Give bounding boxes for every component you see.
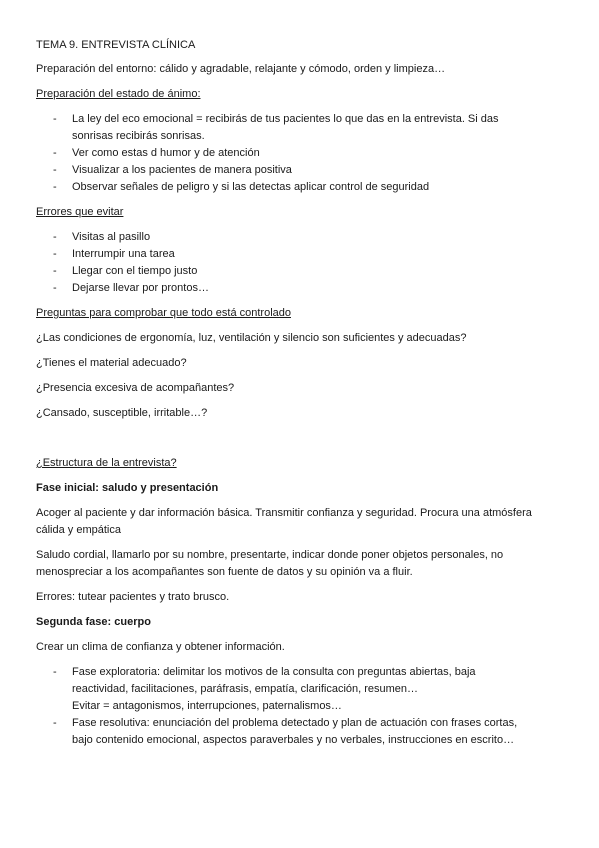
fase-inicial-p2-line-1: Saludo cordial, llamarlo por su nombre, presentarte, indicar donde poner objetos personales, no — [36, 549, 504, 561]
estructura-heading: ¿Estructura de la entrevista? — [36, 457, 177, 469]
prep-animo-heading: Preparación del estado de ánimo: — [36, 88, 201, 100]
prep-animo-item-4: Observar señales de peligro y si las detectas aplicar control de seguridad — [72, 181, 430, 193]
bullet-marker: - — [53, 164, 57, 176]
segunda-fase-item-1-line-2: reactividad, facilitaciones, paráfrasis, empatía, clarificación, resumen… — [72, 683, 419, 695]
bullet-marker: - — [53, 666, 57, 678]
errores-heading: Errores que evitar — [36, 206, 124, 218]
bullet-marker: - — [53, 248, 57, 260]
segunda-fase-item-1-line-3: Evitar = antagonismos, interrupciones, paternalismos… — [72, 700, 342, 712]
prep-animo-item-1-line-1: La ley del eco emocional = recibirás de tus pacientes lo que das en la entrevista. Si das — [72, 113, 499, 125]
segunda-fase-item-2-line-2: bajo contenido emocional, aspectos paraverbales y no verbales, instrucciones en escrito… — [72, 734, 515, 746]
segunda-fase-item-1-line-1: Fase exploratoria: delimitar los motivos de la consulta con preguntas abiertas, baja — [72, 666, 476, 678]
bullet-marker: - — [53, 147, 57, 159]
bullet-marker: - — [53, 282, 57, 294]
errores-item-3: Llegar con el tiempo justo — [72, 265, 198, 277]
bullet-marker: - — [53, 231, 57, 243]
fase-inicial-p1-line-2: cálida y empática — [36, 524, 121, 536]
prep-entorno-text: Preparación del entorno: cálido y agradable, relajante y cómodo, orden y limpieza… — [36, 63, 446, 75]
segunda-fase-item-2-line-1: Fase resolutiva: enunciación del problema detectado y plan de actuación con frases cortas, — [72, 717, 518, 729]
pregunta-4: ¿Cansado, susceptible, irritable…? — [36, 407, 208, 419]
preguntas-heading: Preguntas para comprobar que todo está controlado — [36, 307, 291, 319]
pregunta-3: ¿Presencia excesiva de acompañantes? — [36, 382, 235, 394]
fase-inicial-p1-line-1: Acoger al paciente y dar información básica. Transmitir confianza y seguridad. Procura una atmósfera — [36, 507, 532, 519]
bullet-marker: - — [53, 265, 57, 277]
errores-item-4: Dejarse llevar por prontos… — [72, 282, 209, 294]
prep-animo-item-2: Ver como estas d humor y de atención — [72, 147, 260, 159]
fase-inicial-p3: Errores: tutear pacientes y trato brusco. — [36, 591, 230, 603]
segunda-fase-p1: Crear un clima de confianza y obtener información. — [36, 641, 285, 653]
document-title: TEMA 9. ENTREVISTA CLÍNICA — [36, 39, 196, 51]
errores-item-1: Visitas al pasillo — [72, 231, 151, 243]
prep-animo-item-3: Visualizar a los pacientes de manera positiva — [72, 164, 292, 176]
pregunta-1: ¿Las condiciones de ergonomía, luz, ventilación y silencio son suficientes y adecuadas? — [36, 332, 467, 344]
bullet-marker: - — [53, 717, 57, 729]
prep-animo-item-1-line-2: sonrisas recibirás sonrisas. — [72, 130, 205, 142]
pregunta-2: ¿Tienes el material adecuado? — [36, 357, 187, 369]
bullet-marker: - — [53, 181, 57, 193]
bullet-marker: - — [53, 113, 57, 125]
segunda-fase-title: Segunda fase: cuerpo — [36, 616, 151, 628]
errores-item-2: Interrumpir una tarea — [72, 248, 175, 260]
fase-inicial-p2-line-2: menospreciar a los acompañantes son fuente de datos y su opinión va a fluir. — [36, 566, 413, 578]
fase-inicial-title: Fase inicial: saludo y presentación — [36, 482, 219, 494]
